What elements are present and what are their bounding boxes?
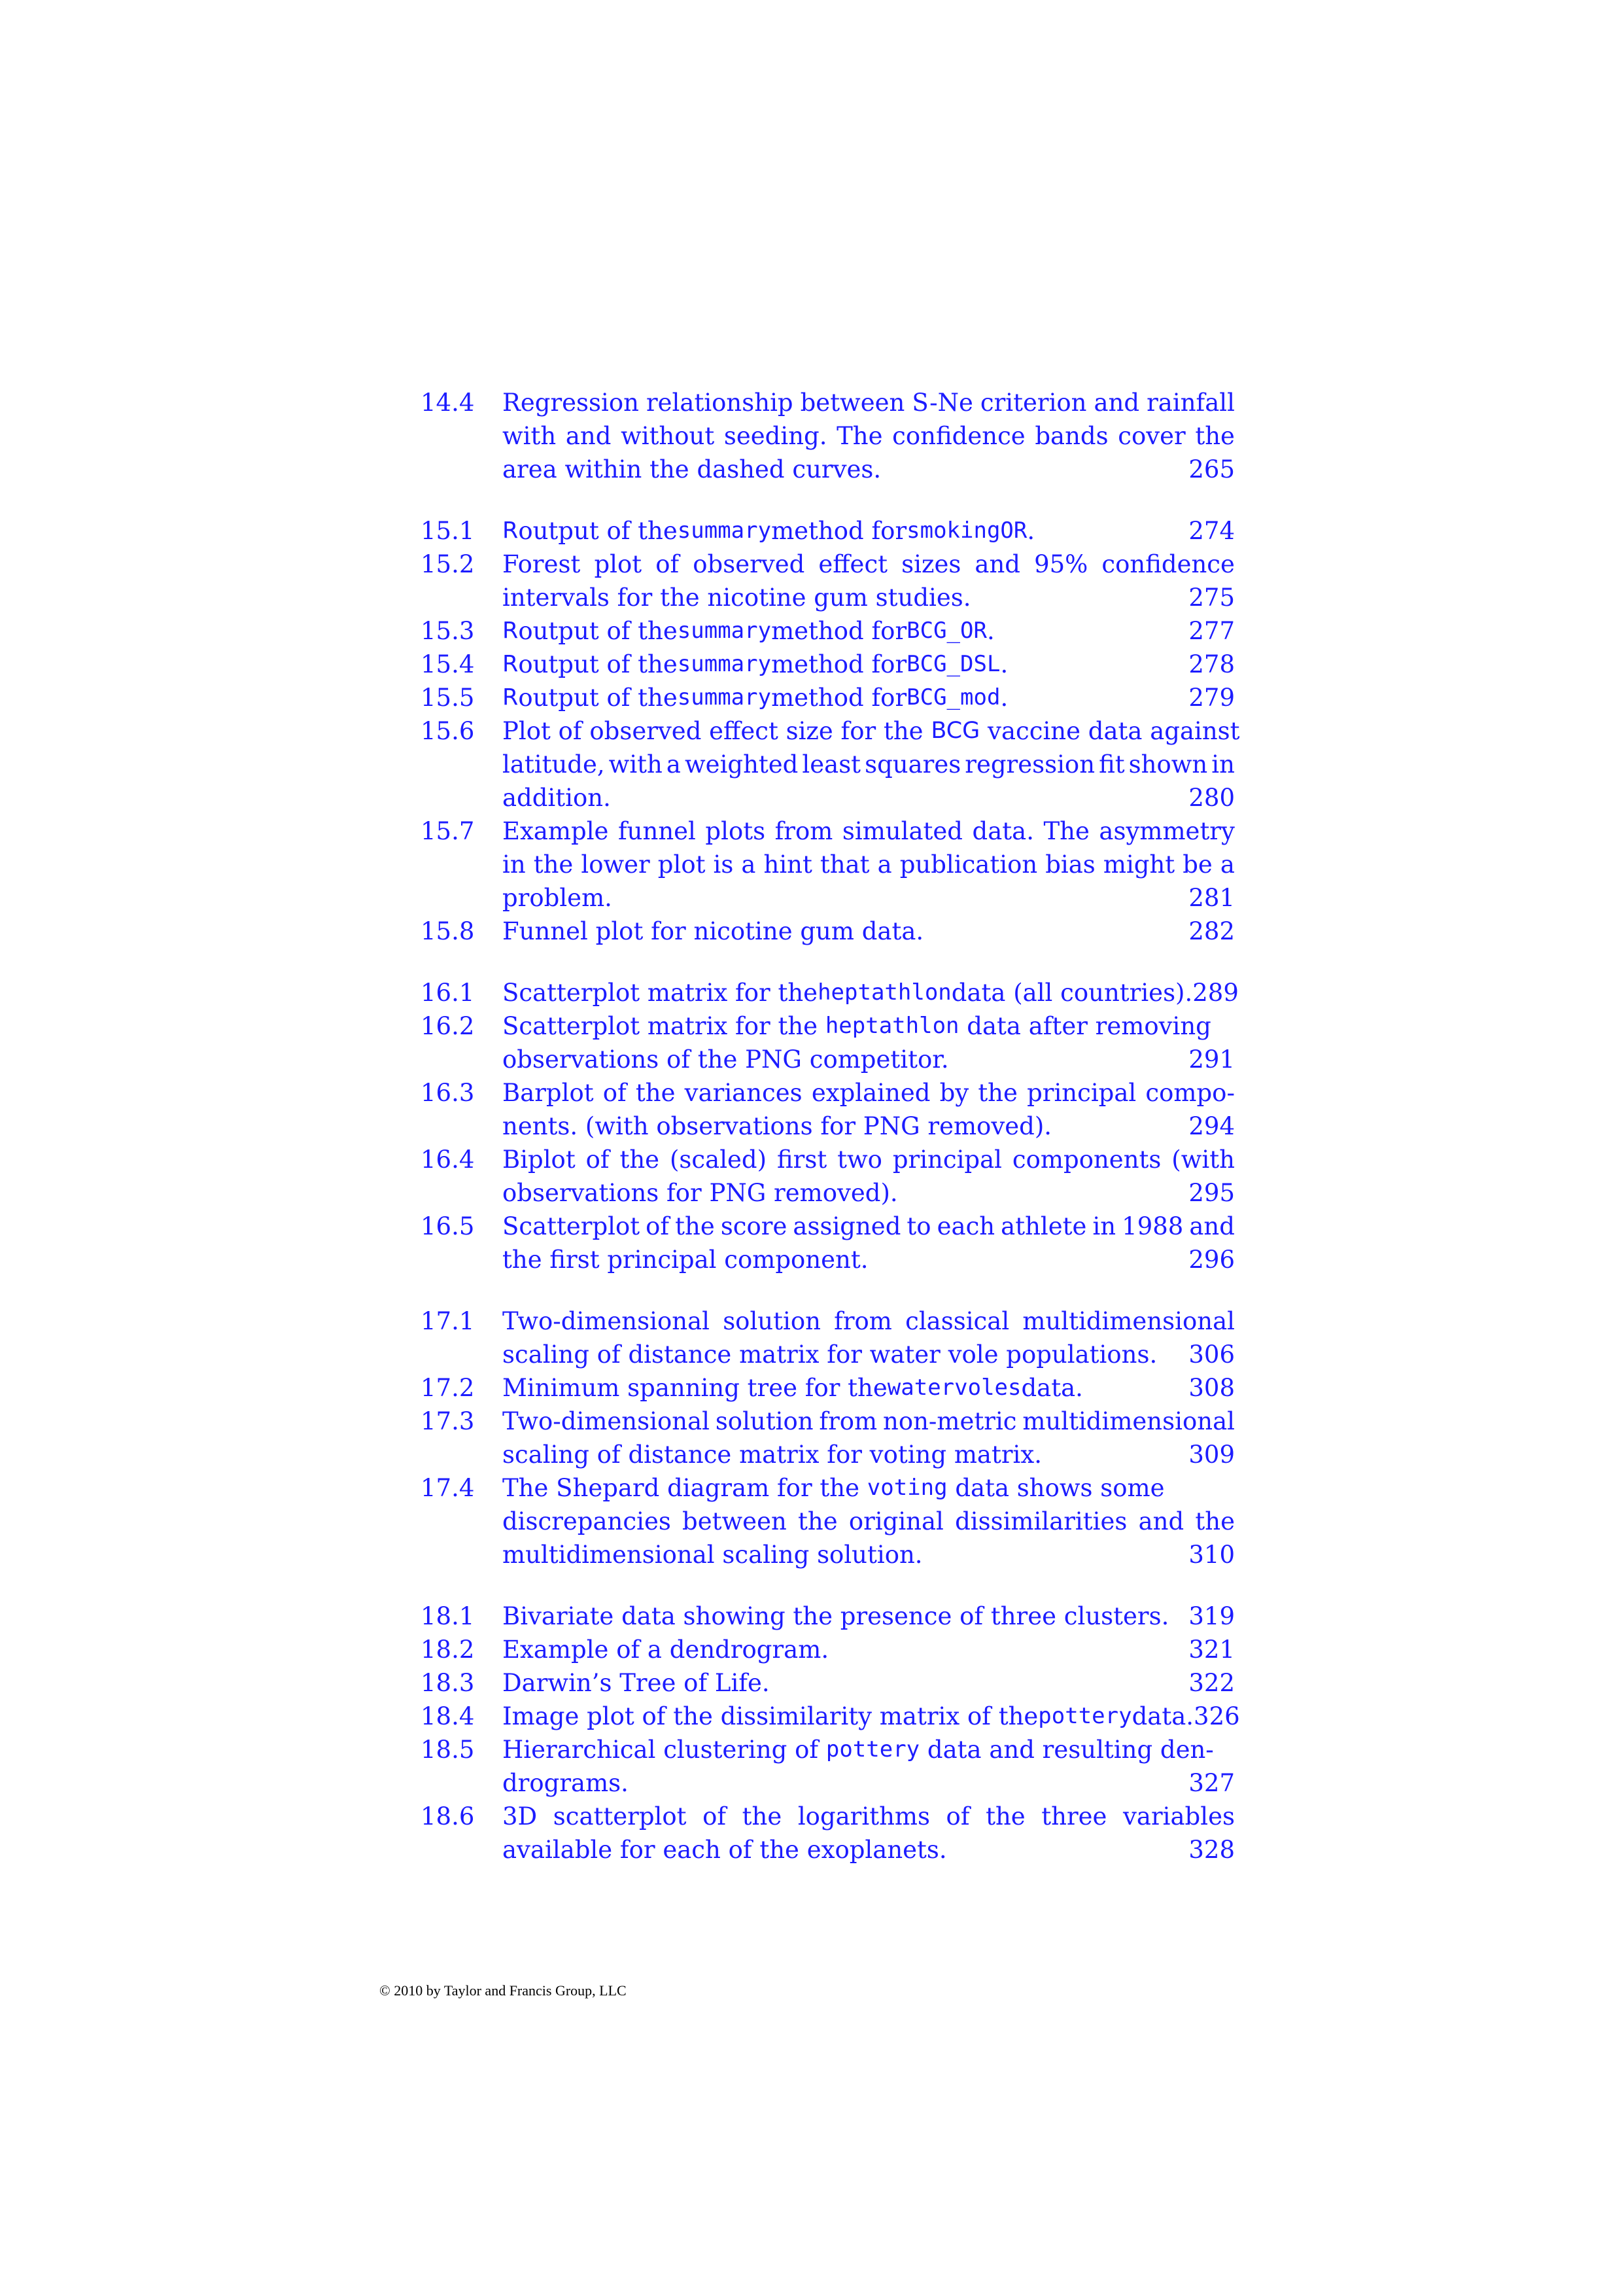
figure-number: 17.2	[421, 1374, 475, 1402]
figure-caption	[502, 614, 1235, 648]
caption-text: output of the	[518, 517, 678, 545]
figure-number: 15.3	[421, 617, 475, 645]
figure-caption	[502, 1471, 1235, 1571]
figure-number: 15.2	[421, 550, 475, 578]
caption-line	[502, 1405, 1235, 1438]
caption-text: Barplot of the variances explained by the principal compo-	[502, 1079, 1235, 1107]
code-text: smokingOR	[907, 517, 1028, 544]
figure-entry[interactable]	[421, 1471, 1297, 1571]
figure-number: 16.5	[421, 1212, 475, 1240]
code-text: BCG_mod	[907, 684, 1001, 710]
copyright-footer: © 2010 by Taylor and Francis Group, LLC	[379, 1982, 627, 1999]
code-text: BCG_DSL	[907, 651, 1001, 677]
caption-text: data shows some	[947, 1474, 1165, 1502]
figure-caption	[502, 386, 1235, 486]
code-text: summary	[677, 618, 772, 644]
figure-caption	[502, 714, 1240, 815]
caption-line	[502, 1371, 1235, 1405]
page-number[interactable]: 274	[1188, 517, 1235, 545]
caption-text: Two-dimensional solution from non-metric multidimensional	[502, 1407, 1235, 1435]
code-text: heptathlon	[818, 979, 952, 1006]
figure-caption	[502, 1405, 1235, 1471]
caption-line	[502, 1471, 1235, 1505]
caption-text: Scatterplot matrix for the	[502, 1012, 825, 1040]
caption-line	[502, 648, 1235, 681]
figure-number: 18.3	[421, 1669, 475, 1697]
caption-text: observations for PNG removed).	[502, 1179, 898, 1207]
figure-caption	[502, 681, 1235, 714]
caption-text: Bivariate data showing the presence of three clusters.	[502, 1602, 1169, 1630]
caption-line	[502, 1438, 1235, 1471]
caption-text: 3D scatterplot of the logarithms of the three variables	[502, 1802, 1235, 1831]
figure-entry[interactable]	[421, 548, 1297, 614]
caption-text: output of the	[518, 650, 678, 678]
figure-caption	[502, 1371, 1235, 1405]
caption-line	[502, 548, 1235, 581]
caption-line	[502, 581, 1235, 614]
figure-number: 16.1	[421, 979, 475, 1007]
figure-caption	[502, 1143, 1235, 1210]
group-spacer	[421, 1276, 1297, 1305]
page-number[interactable]: 308	[1188, 1374, 1235, 1402]
page-number[interactable]: 309	[1188, 1441, 1235, 1469]
caption-text: data.	[1021, 1374, 1083, 1402]
page-number[interactable]: 322	[1188, 1669, 1235, 1697]
figure-caption	[502, 548, 1235, 614]
page-number[interactable]: 265	[1188, 455, 1235, 483]
figure-caption	[502, 1700, 1240, 1733]
page-number[interactable]: 281	[1188, 884, 1235, 912]
caption-line	[502, 419, 1235, 453]
group-spacer	[421, 948, 1297, 976]
caption-text: BCG	[931, 718, 980, 744]
caption-line	[502, 1009, 1235, 1043]
caption-text: output of the	[518, 684, 678, 712]
caption-line	[502, 1505, 1235, 1538]
figure-entry[interactable]	[421, 714, 1297, 815]
caption-text: Biplot of the (scaled) first two principal components (with	[502, 1146, 1235, 1174]
figure-number: 18.6	[421, 1802, 475, 1831]
page-number[interactable]: 279	[1188, 684, 1235, 712]
caption-text: Forest plot of observed effect sizes and 95% confidence	[502, 550, 1235, 578]
code-text: voting	[867, 1475, 948, 1501]
caption-text: .	[1000, 684, 1009, 712]
caption-line	[502, 1666, 1235, 1700]
caption-line	[502, 748, 1235, 781]
group-spacer	[421, 1571, 1297, 1600]
caption-text: in the lower plot is a hint that a publication bias might be a	[502, 850, 1235, 879]
page-number[interactable]: 319	[1188, 1602, 1235, 1630]
caption-line	[502, 514, 1235, 548]
caption-line	[502, 1305, 1235, 1338]
caption-text: R	[502, 618, 519, 644]
figure-number: 15.7	[421, 817, 475, 845]
figure-caption	[502, 1009, 1235, 1076]
caption-line	[502, 781, 1235, 815]
list-of-figures	[421, 386, 1297, 1866]
page-number[interactable]: 278	[1188, 650, 1235, 678]
caption-text: R	[502, 651, 519, 677]
caption-text: data (all countries).	[951, 979, 1193, 1007]
caption-text: problem.	[502, 884, 612, 912]
page-number[interactable]: 277	[1188, 617, 1235, 645]
figure-entry[interactable]	[421, 1405, 1297, 1471]
caption-line	[502, 1833, 1235, 1866]
figure-number: 17.1	[421, 1307, 475, 1335]
page-number[interactable]: 289	[1192, 979, 1239, 1007]
caption-line	[502, 1338, 1235, 1371]
figure-caption	[502, 1076, 1235, 1143]
caption-line	[502, 1210, 1235, 1243]
page-number[interactable]: 296	[1188, 1246, 1235, 1274]
caption-line	[502, 976, 1239, 1009]
caption-text: the first principal component.	[502, 1246, 869, 1274]
caption-line	[502, 881, 1235, 915]
figure-entry[interactable]	[421, 1666, 1297, 1700]
figure-entry[interactable]	[421, 681, 1297, 714]
caption-line	[502, 1076, 1235, 1110]
caption-text: R	[502, 517, 519, 544]
caption-line	[502, 714, 1240, 748]
caption-text: Plot of observed effect size for the	[502, 717, 931, 745]
page-number[interactable]: 295	[1188, 1179, 1235, 1207]
figure-number: 18.2	[421, 1636, 475, 1664]
figure-number: 15.8	[421, 917, 475, 945]
figure-entry[interactable]	[421, 1633, 1297, 1666]
figure-entry[interactable]	[421, 1009, 1297, 1076]
page-number[interactable]: 294	[1188, 1112, 1235, 1140]
code-text: summary	[677, 684, 772, 710]
figure-caption	[502, 1800, 1235, 1866]
caption-text: R	[502, 684, 519, 710]
figure-caption	[502, 1600, 1235, 1633]
figure-number: 18.1	[421, 1602, 475, 1630]
caption-text: drograms.	[502, 1769, 629, 1797]
caption-line	[502, 614, 1235, 648]
caption-text: latitude, with a weighted least squares regression fit shown in	[502, 750, 1235, 779]
figure-entry[interactable]	[421, 1210, 1297, 1276]
figure-entry[interactable]	[421, 648, 1297, 681]
caption-line	[502, 386, 1235, 419]
figure-entry[interactable]	[421, 1305, 1297, 1371]
caption-line	[502, 1800, 1235, 1833]
code-text: heptathlon	[825, 1013, 959, 1039]
figure-entry[interactable]	[421, 1371, 1297, 1405]
figure-entry[interactable]	[421, 1600, 1297, 1633]
caption-text: Two-dimensional solution from classical multidimensional	[502, 1307, 1235, 1335]
figure-caption	[502, 976, 1239, 1009]
figure-caption	[502, 1633, 1235, 1666]
caption-line	[502, 1700, 1240, 1733]
caption-text: method for	[771, 684, 907, 712]
page-number[interactable]: 280	[1188, 784, 1235, 812]
caption-text: addition.	[502, 784, 611, 812]
figure-number: 18.4	[421, 1702, 475, 1730]
caption-text: scaling of distance matrix for water vole populations.	[502, 1340, 1158, 1369]
figure-entry[interactable]	[421, 1800, 1297, 1866]
page-number[interactable]: 282	[1188, 917, 1235, 945]
figure-entry[interactable]	[421, 815, 1297, 915]
figure-entry[interactable]	[421, 614, 1297, 648]
caption-line	[502, 1633, 1235, 1666]
page-number[interactable]: 327	[1188, 1769, 1235, 1797]
caption-text: vaccine data against	[980, 717, 1240, 745]
caption-line	[502, 1243, 1235, 1276]
figure-caption	[502, 1305, 1235, 1371]
caption-text: .	[986, 617, 995, 645]
caption-text: scaling of distance matrix for voting matrix.	[502, 1441, 1042, 1469]
caption-text: .	[1027, 517, 1035, 545]
caption-text: Funnel plot for nicotine gum data.	[502, 917, 924, 945]
caption-line	[502, 1176, 1235, 1210]
caption-line	[502, 1143, 1235, 1176]
figure-number: 16.4	[421, 1146, 475, 1174]
page-number[interactable]: 306	[1188, 1340, 1235, 1369]
figure-number: 15.6	[421, 717, 475, 745]
figure-entry[interactable]	[421, 915, 1297, 948]
figure-entry[interactable]	[421, 1700, 1297, 1733]
caption-text: nents. (with observations for PNG removed).	[502, 1112, 1052, 1140]
caption-text: method for	[771, 650, 907, 678]
page-number[interactable]: 291	[1188, 1045, 1235, 1074]
figure-caption	[502, 1666, 1235, 1700]
caption-text: Hierarchical clustering of	[502, 1736, 826, 1764]
code-text: pottery	[1038, 1703, 1132, 1729]
page-number[interactable]: 275	[1188, 584, 1235, 612]
code-text: summary	[677, 517, 772, 544]
caption-text: data after removing	[959, 1012, 1211, 1040]
caption-text: data.	[1132, 1702, 1194, 1730]
caption-text: intervals for the nicotine gum studies.	[502, 584, 971, 612]
caption-text: with and without seeding. The confidence bands cover the	[502, 422, 1235, 450]
page-number[interactable]: 310	[1188, 1541, 1235, 1569]
code-text: BCG_OR	[907, 618, 987, 644]
caption-line	[502, 1110, 1235, 1143]
caption-line	[502, 681, 1235, 714]
figure-number: 16.3	[421, 1079, 475, 1107]
caption-line	[502, 453, 1235, 486]
figure-number: 17.3	[421, 1407, 475, 1435]
caption-text: method for	[771, 517, 907, 545]
figure-number: 15.5	[421, 684, 475, 712]
caption-text: discrepancies between the original dissimilarities and the	[502, 1507, 1235, 1535]
caption-text: data and resulting den-	[920, 1736, 1214, 1764]
caption-text: Regression relationship between S-Ne criterion and rainfall	[502, 389, 1235, 417]
caption-text: Example of a dendrogram.	[502, 1636, 829, 1664]
figure-entry[interactable]	[421, 1733, 1297, 1800]
caption-text: Minimum spanning tree for the	[502, 1374, 888, 1402]
figure-entry[interactable]	[421, 1143, 1297, 1210]
figure-number: 15.4	[421, 650, 475, 678]
code-text: watervoles	[887, 1375, 1022, 1401]
caption-line	[502, 1600, 1235, 1633]
page-number[interactable]: 321	[1188, 1636, 1235, 1664]
figure-entry[interactable]	[421, 976, 1297, 1009]
figure-entry[interactable]	[421, 386, 1297, 486]
caption-text: Scatterplot matrix for the	[502, 979, 818, 1007]
caption-text: method for	[771, 617, 907, 645]
caption-text: Darwin’s Tree of Life.	[502, 1669, 770, 1697]
caption-text: .	[1000, 650, 1009, 678]
caption-line	[502, 1766, 1235, 1800]
figure-caption	[502, 1733, 1235, 1800]
group-spacer	[421, 486, 1297, 514]
figure-caption	[502, 915, 1235, 948]
caption-line	[502, 915, 1235, 948]
code-text: summary	[677, 651, 772, 677]
caption-text: Example funnel plots from simulated data. The asymmetry	[502, 817, 1235, 845]
figure-number: 17.4	[421, 1474, 475, 1502]
caption-text: The Shepard diagram for the	[502, 1474, 867, 1502]
figure-number: 18.5	[421, 1736, 475, 1764]
figure-caption	[502, 1210, 1235, 1276]
figure-number: 16.2	[421, 1012, 475, 1040]
code-text: pottery	[825, 1736, 920, 1762]
page-number[interactable]: 328	[1188, 1836, 1235, 1864]
figure-number: 15.1	[421, 517, 475, 545]
figure-number: 14.4	[421, 389, 475, 417]
caption-line	[502, 1538, 1235, 1571]
figure-entry[interactable]	[421, 1076, 1297, 1143]
caption-text: observations of the PNG competitor.	[502, 1045, 949, 1074]
figure-caption	[502, 648, 1235, 681]
caption-line	[502, 848, 1235, 881]
caption-text: Image plot of the dissimilarity matrix of the	[502, 1702, 1039, 1730]
page-number[interactable]: 326	[1194, 1702, 1240, 1730]
figure-entry[interactable]	[421, 514, 1297, 548]
caption-text: multidimensional scaling solution.	[502, 1541, 923, 1569]
figure-caption	[502, 815, 1235, 915]
caption-text: available for each of the exoplanets.	[502, 1836, 947, 1864]
caption-line	[502, 1733, 1235, 1766]
caption-line	[502, 1043, 1235, 1076]
caption-text: output of the	[518, 617, 678, 645]
figure-caption	[502, 514, 1235, 548]
caption-line	[502, 815, 1235, 848]
caption-text: area within the dashed curves.	[502, 455, 882, 483]
caption-text: Scatterplot of the score assigned to each athlete in 1988 and	[502, 1212, 1235, 1240]
